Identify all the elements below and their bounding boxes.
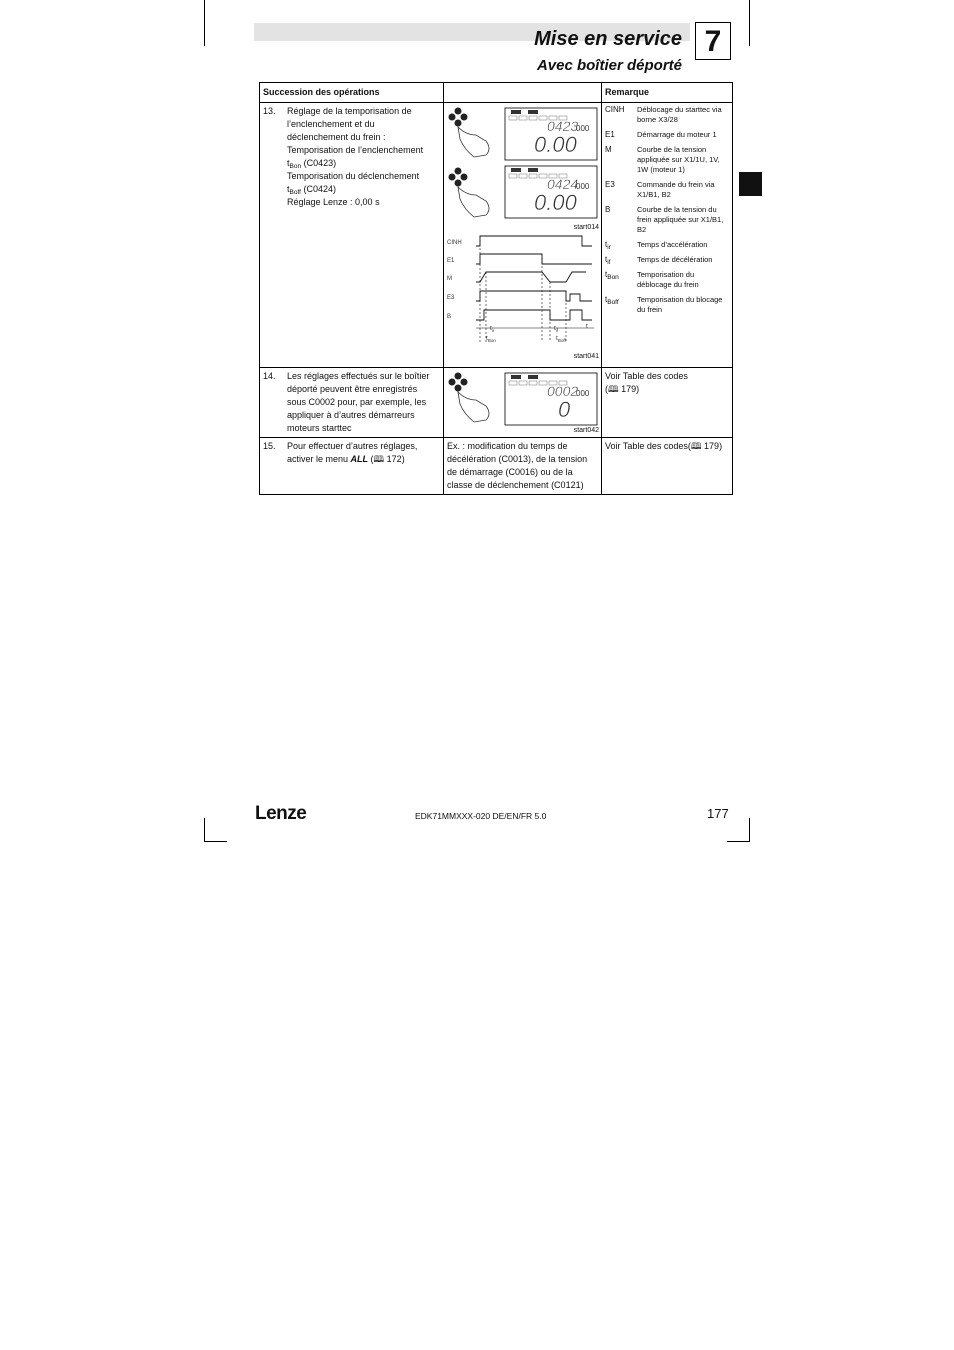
list-item: B Courbe de la tension du frein appliquée sur X1/B1, B2 bbox=[605, 205, 724, 234]
step-text: Pour effectuer d’autres réglages, activer le menu ALL (🕮 172) bbox=[287, 441, 418, 464]
lcd-value: 0.00 bbox=[534, 132, 577, 157]
signal-label: CINH bbox=[447, 240, 462, 246]
signal-label: B bbox=[447, 314, 452, 320]
page-title: Mise en service bbox=[534, 28, 682, 50]
book-icon: 🕮 bbox=[373, 454, 385, 464]
lcd-value: 0 bbox=[558, 397, 571, 422]
step-number: 15. bbox=[263, 441, 276, 451]
remarks-cell: Voir Table des codes(🕮 179) bbox=[602, 438, 733, 495]
menu-all: ALL bbox=[350, 454, 369, 464]
col-header-operations: Succession des opérations bbox=[260, 83, 444, 103]
crop-mark bbox=[204, 841, 227, 842]
keypad-buttons-icon bbox=[449, 168, 468, 187]
timing-diagram bbox=[446, 232, 598, 352]
crop-mark bbox=[204, 0, 205, 46]
figure-cell bbox=[444, 368, 602, 438]
col-header-remarks: Remarque bbox=[602, 83, 733, 103]
tif-label: t bbox=[554, 325, 556, 332]
m-signal bbox=[476, 272, 586, 282]
table-row bbox=[260, 438, 733, 495]
lcd-value: 0.00 bbox=[534, 190, 577, 215]
table-row bbox=[260, 368, 733, 438]
remarks-cell bbox=[602, 103, 733, 368]
figure-cell bbox=[444, 103, 602, 368]
list-item: $t_{ir}$ Temps d’accélération bbox=[605, 240, 708, 251]
list-item: CINH Déblocage du starttec via borne X3/28 bbox=[605, 105, 722, 124]
lcd-subcode: 000 bbox=[576, 182, 590, 191]
operations-table bbox=[259, 82, 733, 495]
list-item: $t_{Bon}$ Temporisation du déblocage du frein bbox=[605, 270, 699, 289]
keypad-buttons-icon bbox=[449, 108, 468, 127]
crop-mark bbox=[749, 818, 750, 842]
lcd-code: 0423 bbox=[547, 118, 579, 134]
time-axis-label: t bbox=[586, 323, 588, 330]
tbon-label: t bbox=[486, 335, 488, 342]
tboff-label: t bbox=[556, 335, 558, 342]
remarks-cell bbox=[602, 368, 733, 438]
col-header-figure bbox=[444, 83, 602, 103]
page-number: 177 bbox=[707, 806, 729, 821]
remarks-list bbox=[605, 105, 729, 320]
list-item: $t_{if}$ Temps de décélération bbox=[605, 255, 713, 266]
figure-label: start042 bbox=[573, 427, 599, 434]
lcd-subcode: 000 bbox=[576, 389, 590, 398]
figure-label: start014 bbox=[573, 224, 599, 231]
cinh-signal bbox=[476, 236, 592, 246]
chapter-number: 7 bbox=[695, 22, 731, 60]
step-cell bbox=[260, 368, 444, 438]
step-number: 13. bbox=[263, 106, 276, 116]
lcd-subcode: 000 bbox=[576, 124, 590, 133]
lcd-code: 0424 bbox=[547, 176, 579, 192]
e3-signal bbox=[476, 291, 592, 301]
crop-mark bbox=[749, 0, 750, 46]
remark-text: Voir Table des codes bbox=[605, 371, 688, 381]
list-item: E3 Commande du frein via X1/B1, B2 bbox=[605, 180, 715, 199]
keypad-display-figure bbox=[446, 105, 598, 223]
book-icon: 🕮 bbox=[608, 384, 619, 394]
pressing-hand-icon bbox=[458, 392, 489, 422]
lenze-logo: Lenze bbox=[255, 803, 307, 824]
pressing-hand-icon bbox=[458, 187, 489, 217]
crop-mark bbox=[204, 818, 205, 842]
e1-signal bbox=[476, 254, 592, 264]
remark-text: Voir Table des codes bbox=[605, 441, 688, 451]
svg-text:tif: $t_{if}$ bbox=[554, 325, 559, 333]
chapter-tab-marker bbox=[739, 172, 762, 196]
step-text: Réglage de la temporisation de l’enclenchement et du déclenchement du frein : Temporisation de l’enclenchement $t_{Bon}$ (C0423) Temporisation du déclenchement $t_{Boff}$ (C0424) Réglage Lenze : 0,00 s bbox=[287, 106, 424, 207]
figure-label: start041 bbox=[573, 353, 599, 360]
signal-label: E3 bbox=[447, 295, 455, 301]
book-icon: 🕮 bbox=[690, 441, 702, 451]
example-cell: Ex. : modification du temps de décélération (C0013), de la tension de démarrage (C0016) ou de la classe de déclenchement (C0121) bbox=[444, 438, 602, 495]
svg-text:tBoff: $t_{Boff}$ bbox=[556, 335, 566, 343]
page-subtitle: Avec boîtier déporté bbox=[536, 57, 682, 74]
step-number: 14. bbox=[263, 371, 276, 381]
table-header-row bbox=[260, 83, 733, 103]
table-row bbox=[260, 103, 733, 368]
svg-text:tBon: $t_{Bon}$ bbox=[486, 335, 496, 343]
tir-label: t bbox=[490, 325, 492, 332]
signal-label: M bbox=[447, 276, 452, 282]
document-id: EDK71MMXXX-020 DE/EN/FR 5.0 bbox=[415, 811, 547, 821]
crop-mark bbox=[727, 841, 750, 842]
step-text: Les réglages effectués sur le boîtier déporté peuvent être enregistrés sous C0002 pour, par exemple, les appliquer à d’autres démarreurs moteurs starttec bbox=[287, 371, 430, 433]
remark-ref: (🕮 179) bbox=[605, 384, 640, 394]
svg-text:tir: $t_{ir}$ bbox=[490, 325, 495, 333]
step-cell bbox=[260, 438, 444, 495]
signal-label: E1 bbox=[447, 258, 455, 264]
pressing-hand-icon bbox=[458, 127, 489, 157]
b-signal bbox=[476, 310, 592, 320]
lcd-code: 0002 bbox=[547, 383, 579, 399]
list-item: $t_{Boff}$ Temporisation du blocage du frein bbox=[605, 295, 723, 314]
step-cell bbox=[260, 103, 444, 368]
keypad-display-figure bbox=[446, 370, 598, 426]
list-item: E1 Démarrage du moteur 1 bbox=[605, 130, 717, 139]
keypad-buttons-icon bbox=[449, 373, 468, 392]
list-item: M Courbe de la tension appliquée sur X1/1U, 1V, 1W (moteur 1) bbox=[605, 145, 720, 174]
